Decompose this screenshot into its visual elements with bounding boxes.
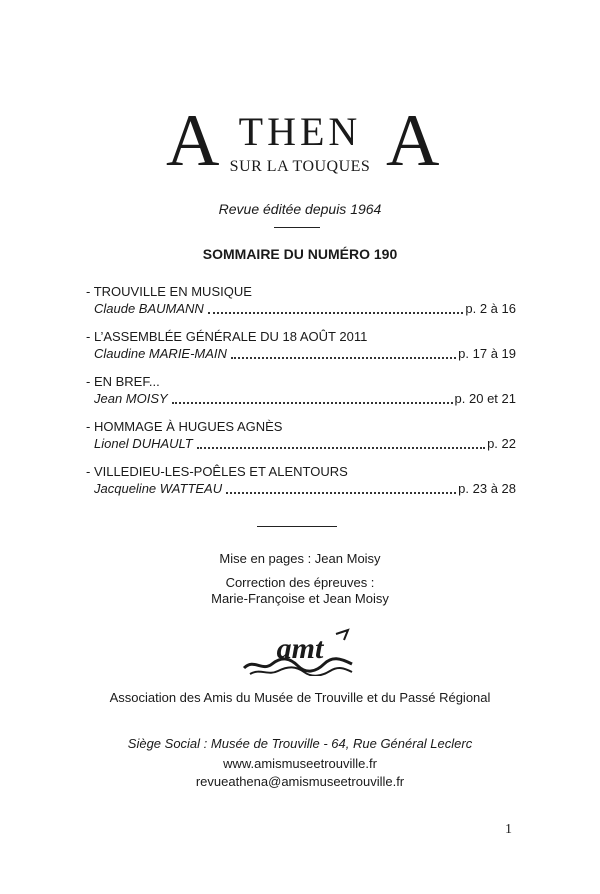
toc-item-page: p. 2 à 16 — [465, 301, 516, 316]
layout-credit: Mise en pages : Jean Moisy — [219, 551, 381, 566]
toc-leader-dots — [208, 312, 464, 314]
toc-item-line — [86, 435, 516, 453]
toc-item — [86, 419, 516, 464]
toc-leader-dots — [197, 447, 485, 449]
toc-item — [86, 284, 516, 329]
toc-item — [86, 464, 516, 509]
toc-item-page: p. 20 et 21 — [454, 391, 516, 406]
toc-item-line — [86, 345, 516, 363]
logo-lettering: amt — [276, 632, 324, 665]
page-number: 1 — [505, 822, 512, 837]
toc-item-line — [86, 300, 516, 318]
toc-item-title: - TROUVILLE EN MUSIQUE — [86, 284, 252, 299]
toc-item-title: - HOMMAGE À HUGUES AGNÈS — [86, 419, 283, 434]
toc-item-author: Jean MOISY — [94, 391, 168, 406]
masthead-subtitle: SUR LA TOUQUES — [229, 158, 371, 175]
toc-item-author: Lionel DUHAULT — [94, 436, 193, 451]
proofreading-names: Marie-Françoise et Jean Moisy — [211, 591, 389, 606]
toc-leader-dots — [231, 357, 456, 359]
toc-item-title: - VILLEDIEU-LES-POÊLES ET ALENTOURS — [86, 464, 348, 479]
summary-title: SOMMAIRE DU NUMÉRO 190 — [202, 246, 398, 262]
section-divider — [257, 526, 337, 527]
toc-leader-dots — [172, 402, 453, 404]
amt-logo-icon — [240, 628, 358, 676]
email-link[interactable]: revueathena@amismuseetrouville.fr — [195, 774, 405, 789]
association-name: Association des Amis du Musée de Trouville et du Passé Régional — [109, 690, 491, 705]
masthead-letter-right: A — [386, 100, 440, 182]
toc-item-title: - L’ASSEMBLÉE GÉNÉRALE DU 18 AOÛT 2011 — [86, 329, 368, 344]
toc-item — [86, 374, 516, 419]
tagline-divider — [274, 227, 320, 228]
masthead — [160, 100, 440, 182]
masthead-letter-left: A — [166, 100, 220, 182]
toc-item — [86, 329, 516, 374]
toc-leader-dots — [226, 492, 456, 494]
toc-item-author: Claude BAUMANN — [94, 301, 204, 316]
toc-item-author: Jacqueline WATTEAU — [94, 481, 223, 496]
masthead-middle — [212, 109, 388, 176]
toc-item-author: Claudine MARIE-MAIN — [94, 346, 227, 361]
toc-item-title: - EN BREF... — [86, 374, 160, 389]
association-logo — [240, 628, 358, 676]
toc-item-line — [86, 390, 516, 408]
table-of-contents — [86, 284, 516, 509]
tagline: Revue éditée depuis 1964 — [218, 201, 382, 217]
toc-item-page: p. 23 à 28 — [458, 481, 516, 496]
head-office-address: Siège Social : Musée de Trouville - 64, Rue Général Leclerc — [127, 736, 473, 751]
proofreading-label: Correction des épreuves : — [225, 575, 375, 590]
toc-item-page: p. 17 à 19 — [458, 346, 516, 361]
masthead-title: THEN — [238, 109, 362, 154]
toc-item-page: p. 22 — [487, 436, 516, 451]
toc-item-line — [86, 480, 516, 498]
website-link[interactable]: www.amismuseetrouville.fr — [223, 756, 377, 771]
